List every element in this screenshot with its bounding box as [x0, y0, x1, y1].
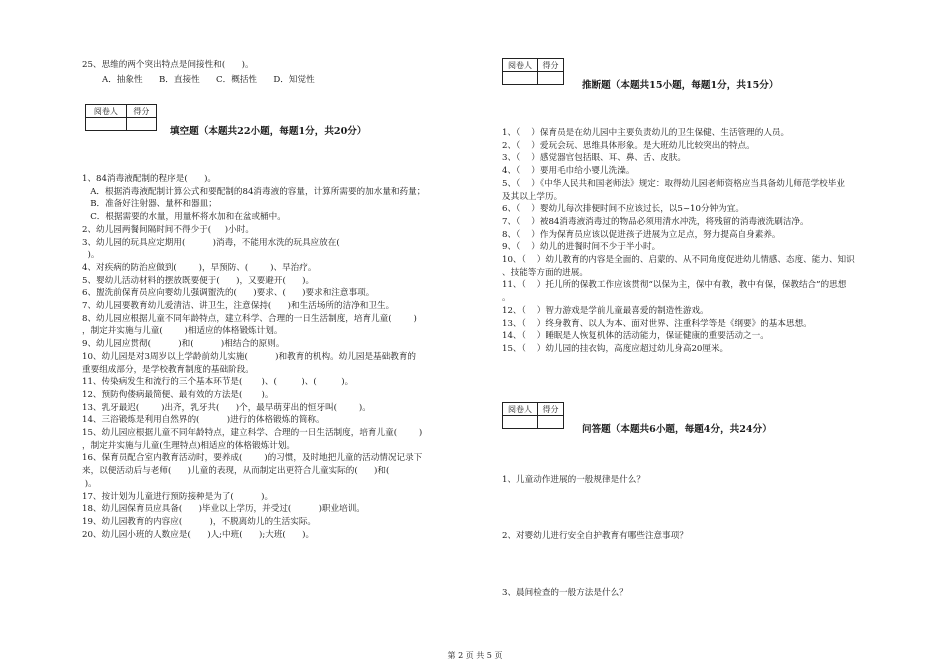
judge-question-3: 3、（ ）感觉器官包括眼、耳、鼻、舌、皮肤。: [502, 153, 686, 164]
page-footer: 第 2 页 共 5 页: [447, 651, 503, 660]
score-cell[interactable]: [538, 416, 564, 429]
judge-question-12: 12、（ ）智力游戏是学前儿童最喜爱的制造性游戏。: [502, 305, 709, 316]
fill-question-11-cont: ，制定并实施与儿童( )相适应的体格锻炼计划。: [82, 326, 283, 337]
fill-question-19-cont: 来，以便活动后与老师( )儿童的表现，从而制定出更符合儿童实际的( )和(: [82, 466, 404, 477]
judge-question-15: 15、（ ）幼儿园的挂衣钩，高度应超过幼儿身高20厘米。: [502, 343, 729, 354]
fill-score-box: [85, 104, 157, 131]
reviewer-label: 阅卷人: [503, 59, 538, 72]
judge-question-11-cont: 。: [502, 293, 511, 304]
fill-question-19-cont: )。: [82, 478, 97, 489]
reviewer-label: 阅卷人: [503, 403, 538, 416]
judge-question-10: 10、（ ）幼儿教育的内容是全面的、启蒙的、从不同角度促进幼儿情感、态度、能力、知识: [502, 255, 855, 265]
reviewer-cell[interactable]: [86, 118, 127, 131]
fill-question-18-cont: ，制定并实施与儿童(生理特点)相适应的体格锻炼计划。: [82, 440, 295, 451]
fill-question-6: 3、幼儿园的玩具应定期用( )消毒，不能用水洗的玩具应放在(: [82, 237, 389, 248]
judge-question-5: 5、（ ）《中华人民共和国老师法》规定：取得幼儿园老师资格应当具备幼儿师范学校毕业: [502, 178, 845, 189]
fill-section-title: 填空题（本题共22小题，每题1分，共20分）: [170, 126, 367, 137]
fill-question-8: 5、婴幼儿活动材料的摆放既要便于( )，又要避开( )。: [82, 275, 315, 286]
judge-score-box: [502, 58, 564, 85]
fill-question-16: 13、乳牙最迟( )出齐，乳牙共( )个，最早萌芽出的恒牙叫( )。: [82, 402, 371, 413]
judge-question-10-cont: 、技能等方面的进展。: [502, 267, 588, 278]
judge-question-1: 1、（ ）保育员是在幼儿园中主要负责幼儿的卫生保健、生活管理的人员。: [502, 128, 790, 138]
fill-question-6-cont: )。: [82, 250, 100, 261]
fill-question-19: 16、保育员配合室内教育活动时，要养成( )的习惯，及时地把儿童的活动情况记录下: [82, 453, 423, 464]
fill-question-1: 1、84消毒液配制的程序是( )。: [82, 174, 217, 184]
qa-section-title: 问答题（本题共6小题，每题4分，共24分）: [582, 424, 772, 435]
judge-question-4: 4、（ ）要用毛巾给小婴儿洗澡。: [502, 166, 635, 177]
score-cell[interactable]: [126, 118, 156, 131]
fill-question-14: 11、传染病发生和流行的三个基本环节是( )、( )、( )。: [82, 377, 354, 388]
score-label: 得分: [126, 105, 156, 118]
fill-question-17: 14、三浴锻炼是利用自然界的( )进行的体格锻炼的简称。: [82, 415, 325, 426]
fill-question-13-cont: 重要组成部分，是学校教育制度的基础阶段。: [82, 364, 254, 375]
qa-question-3: 3、晨间检查的一般方法是什么？: [502, 588, 628, 598]
fill-question-22: 19、幼儿园教育的内容应( )，不脱离幼儿的生活实际。: [82, 516, 317, 527]
reviewer-cell[interactable]: [503, 416, 538, 429]
fill-question-9: 6、盥洗前保育员应向婴幼儿强调盥洗的( )要求、( )要求和注意事项。: [82, 288, 375, 299]
score-label: 得分: [538, 59, 564, 72]
judge-question-2: 2、（ ）爱玩会玩、思维具体形象。是大班幼儿比较突出的特点。: [502, 140, 755, 151]
fill-question-18: 15、幼儿园应根据儿童不同年龄特点，建立科学、合理的一日生活制度，培育儿童( ): [82, 428, 423, 438]
judge-question-5-cont: 及其以上学历。: [502, 191, 563, 202]
fill-question-10: 7、幼儿园要教育幼儿爱清洁、讲卫生，注意保持( )和生活场所的洁净和卫生。: [82, 301, 395, 311]
fill-question-13: 10、幼儿园是对3周岁以上学龄前幼儿实施( )和教育的机构。幼儿园是基础教育的: [82, 351, 417, 362]
fill-question-20: 17、按计划为儿童进行预防接种是为了( )。: [82, 491, 274, 502]
fill-question-5: 2、幼儿园两餐间隔时间不得少于( )小时。: [82, 224, 254, 235]
fill-question-23: 20、幼儿园小班的人数应是( )人;中班( );大班( )。: [82, 529, 315, 540]
judge-question-7: 7、（ ）被84消毒液消毒过的物品必须用清水冲洗，将残留的消毒液洗刷洁净。: [502, 216, 809, 227]
judge-question-9: 9、（ ）幼儿的进餐时间不少于半小时。: [502, 242, 661, 253]
fill-question-4: C．根据需要的水量，用量杯将水加和在盆或桶中。: [82, 212, 286, 223]
judge-question-6: 6、（ ）婴幼儿每次排便时间不应该过长，以5~10分钟为宜。: [502, 204, 744, 215]
judge-question-14: 14、（ ）睡眠是人恢复机体的活动能力，保证健康的重要活动之一。: [502, 331, 769, 342]
qa-question-1: 1、儿童动作进展的一般规律是什么？: [502, 475, 645, 485]
score-label: 得分: [538, 403, 564, 416]
fill-question-21: 18、幼儿园保育员应具备( )毕业以上学历，并受过( )职业培训。: [82, 504, 365, 515]
reviewer-cell[interactable]: [503, 72, 538, 85]
qa-question-2: 2、对婴幼儿进行安全自护教育有哪些注意事项？: [502, 531, 688, 541]
fill-question-7: 4、对疾病的防治应做到( )，早预防、( )、早治疗。: [82, 262, 317, 273]
qa-score-box: [502, 402, 564, 429]
fill-question-15: 12、预防佝偻病最简便、最有效的方法是( )。: [82, 389, 274, 400]
fill-question-2: A．根据消毒液配制计算公式和要配制的84消毒液的容量，计算所需要的加水量和药量；: [82, 186, 426, 197]
question-25-options: A．抽象性 B．直接性 C．概括性 D．知觉性: [102, 75, 315, 85]
question-25-stem: 25、思维的两个突出特点是间接性和( )。: [82, 60, 254, 70]
fill-question-3: B．准备好注射器、量杯和器皿；: [82, 199, 217, 210]
fill-question-11: 8、幼儿园应根据儿童不同年龄特点，建立科学、合理的一日生活制度，培育儿童( ): [82, 313, 417, 324]
score-cell[interactable]: [538, 72, 564, 85]
reviewer-label: 阅卷人: [86, 105, 127, 118]
judge-question-8: 8、（ ）作为保育员应该以促进孩子进展为立足点，努力提高自身素养。: [502, 229, 781, 240]
judge-question-13: 13、（ ）终身教育、以人为本、面对世界、注重科学等是《纲要》的基本思想。: [502, 318, 812, 329]
fill-question-12: 9、幼儿园应贯彻( )和( )相结合的原则。: [82, 339, 285, 350]
judge-section-title: 推断题（本题共15小题，每题1分，共15分）: [582, 80, 779, 91]
judge-question-11: 11、（ ）托儿所的保教工作应该贯彻“以保为主，保中有教，教中有保，保教结合”的思想: [502, 280, 847, 291]
